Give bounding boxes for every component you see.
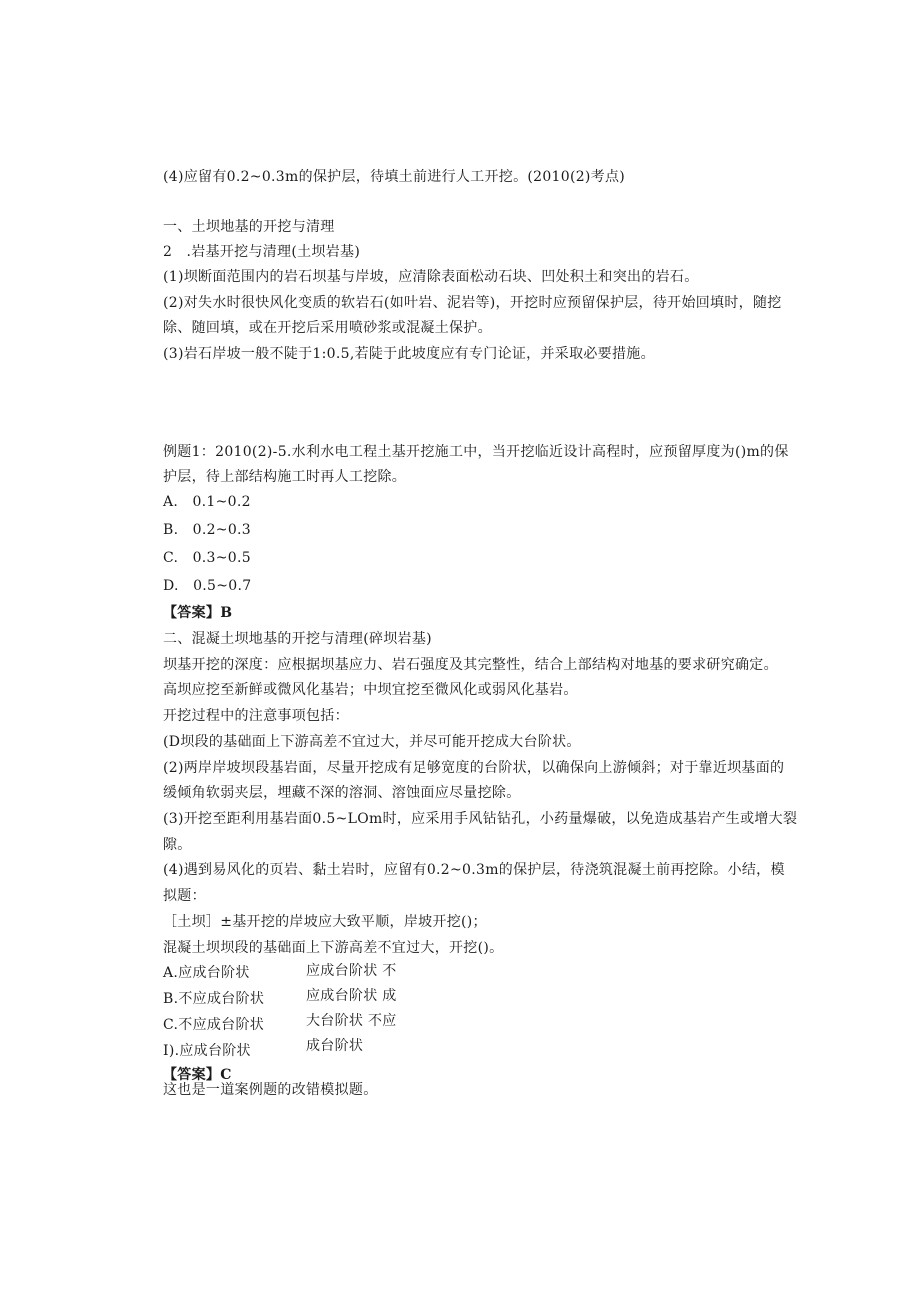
- section2-line: 开挖过程中的注意事项包括：: [163, 708, 349, 724]
- section2-line: (3)开挖至距利用基岩面0.5~LOm时，应采用手风钻钻孔，小药量爆破，以免造成基岩产生或增大裂: [163, 811, 798, 827]
- mock-answer: 【答案】C: [163, 1067, 232, 1083]
- example-option-b: B. 0.2~0.3: [163, 522, 251, 538]
- section2-heading: 二、混凝土坝地基的开挖与清理(碎坝岩基): [163, 631, 432, 647]
- section2-line: (4)遇到易风化的页岩、黏土岩时，应留有0.2~0.3m的保护层，待浇筑混凝土前再挖除。小结，模: [163, 862, 785, 878]
- section2-line: 坝基开挖的深度：应根据坝基应力、岩石强度及其完整性，结合上部结构对地基的要求研究确定。: [163, 657, 778, 673]
- mock-option-a: A.应成台阶状: [163, 965, 250, 981]
- example-answer: 【答案】B: [163, 605, 233, 621]
- section1-item: (2)对失水时很快风化变质的软岩石(如叶岩、泥岩等)，开挖时应预留保护层，待开始回填时，随挖: [163, 295, 782, 311]
- section1-item: (3)岩石岸坡一般不陡于1:0.5,若陡于此坡度应有专门论证，并采取必要措施。: [163, 346, 655, 362]
- section2-line: (D坝段的基础面上下游高差不宜过大，并尽可能开挖成大台阶状。: [163, 734, 581, 750]
- section2-line: (2)两岸岸坡坝段基岩面，尽量开挖成有足够宽度的台阶状，以确保向上游倾斜；对于靠近坝基面的: [163, 760, 785, 776]
- example-option-a: A. 0.1~0.2: [163, 494, 251, 510]
- example-question: 例题1：2010(2)-5.水利水电工程土基开挖施工中，当开挖临近设计高程时，应预留厚度为()m的保: [163, 444, 789, 460]
- mock-option-c: C.不应成台阶状: [163, 1017, 265, 1033]
- example-option-c: C. 0.3~0.5: [163, 550, 251, 566]
- mock-question: 混凝土坝坝段的基础面上下游高差不宜过大，开挖()。: [163, 940, 504, 956]
- example-option-d: D. 0.5~0.7: [163, 578, 252, 594]
- mock-option-text: 应成台阶状 成: [306, 988, 397, 1004]
- section2-line: 缓倾角软弱夹层，埋藏不深的溶洞、溶蚀面应尽量挖除。: [163, 785, 521, 801]
- mock-footer: 这也是一道案例题的改错模拟题。: [163, 1082, 378, 1098]
- section2-line: 隙。: [163, 837, 192, 853]
- section1-item: (1)坝断面范围内的岩石坝基与岸坡，应清除表面松动石块、凹处积土和突出的岩石。: [163, 269, 699, 285]
- example-question: 护层，待上部结构施工时再人工挖除。: [163, 469, 407, 485]
- mock-question: ［土坝］±基开挖的岸坡应大致平顺，岸坡开挖()；: [163, 914, 487, 930]
- section1-heading: 一、土坝地基的开挖与清理: [163, 219, 335, 235]
- section2-line: 高坝应挖至新鲜或微风化基岩；中坝宜挖至微风化或弱风化基岩。: [163, 682, 578, 698]
- section2-line: 拟题：: [163, 888, 206, 904]
- mock-option-d: I).应成台阶状: [163, 1043, 251, 1059]
- section1-item: 除、随回填，或在开挖后采用喷砂浆或混凝土保护。: [163, 320, 492, 336]
- mock-option-b: B.不应成台阶状: [163, 991, 265, 1007]
- top-note: (4)应留有0.2~0.3m的保护层，待填土前进行人工开挖。(2010(2)考点): [163, 169, 626, 185]
- mock-option-text: 应成台阶状 不: [306, 963, 397, 979]
- mock-option-text: 大台阶状 不应: [306, 1013, 397, 1029]
- section1-subheading: 2 .岩基开挖与清理(土坝岩基): [163, 244, 361, 260]
- mock-option-text: 成台阶状: [306, 1038, 364, 1054]
